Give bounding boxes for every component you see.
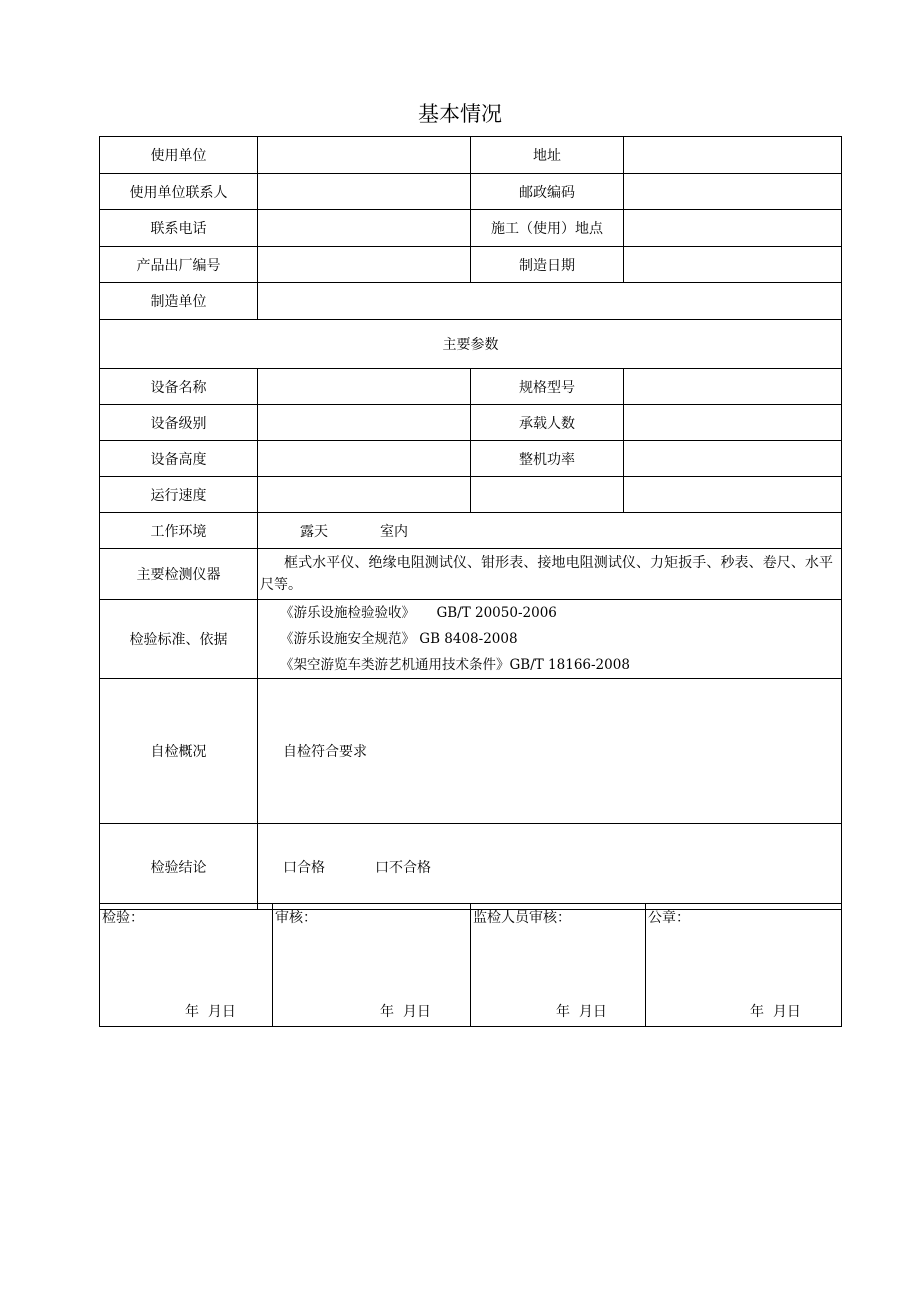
label-instruments: 主要检测仪器 [100, 549, 258, 600]
label-user-unit: 使用单位 [100, 137, 258, 174]
standard-item: 《游乐设施检验验收》 GB/T 20050-2006 [280, 605, 557, 621]
field-manufacturer[interactable] [258, 283, 842, 320]
field-address[interactable] [624, 137, 842, 174]
field-device-name[interactable] [258, 369, 471, 405]
signature-cell-supervisor[interactable] [471, 904, 646, 1027]
label-conclusion: 检验结论 [100, 824, 258, 910]
field-capacity[interactable] [624, 405, 842, 441]
label-power: 整机功率 [471, 441, 624, 477]
signature-label: 公章： [648, 910, 690, 926]
label-self-check: 自检概况 [100, 679, 258, 824]
signature-date: 年 月日 [185, 1004, 236, 1020]
field-site[interactable] [624, 210, 842, 247]
label-site: 施工（使用）地点 [471, 210, 624, 247]
section-title-params: 主要参数 [100, 320, 842, 369]
signature-table [99, 903, 842, 1027]
conclusion-options [258, 824, 842, 910]
signature-label: 审核： [275, 910, 317, 926]
label-standards: 检验标准、依据 [100, 600, 258, 679]
environment-indoor[interactable]: 室内 [380, 523, 408, 540]
field-manufacture-date[interactable] [624, 247, 842, 283]
signature-date: 年 月日 [380, 1004, 431, 1020]
inspection-form-table [99, 136, 842, 910]
signature-date: 年 月日 [750, 1004, 801, 1020]
standards-list [258, 600, 842, 679]
signature-cell-inspector[interactable] [100, 904, 273, 1027]
signature-cell-reviewer[interactable] [273, 904, 471, 1027]
environment-options [258, 513, 842, 549]
field-contact-person[interactable] [258, 174, 471, 210]
field-speed[interactable] [258, 477, 471, 513]
label-speed: 运行速度 [100, 477, 258, 513]
label-capacity: 承载人数 [471, 405, 624, 441]
label-device-name: 设备名称 [100, 369, 258, 405]
label-contact-person: 使用单位联系人 [100, 174, 258, 210]
field-device-level[interactable] [258, 405, 471, 441]
label-environment: 工作环境 [100, 513, 258, 549]
field-model[interactable] [624, 369, 842, 405]
section-title-basic: 基本情况 [418, 102, 502, 126]
self-check-value: 自检符合要求 [258, 679, 842, 824]
field-power[interactable] [624, 441, 842, 477]
signature-date: 年 月日 [556, 1004, 607, 1020]
field-extra-value[interactable] [624, 477, 842, 513]
label-phone: 联系电话 [100, 210, 258, 247]
field-postal-code[interactable] [624, 174, 842, 210]
field-device-height[interactable] [258, 441, 471, 477]
label-device-height: 设备高度 [100, 441, 258, 477]
environment-outdoor[interactable]: 露天 [300, 523, 328, 540]
label-model: 规格型号 [471, 369, 624, 405]
field-serial-no[interactable] [258, 247, 471, 283]
label-device-level: 设备级别 [100, 405, 258, 441]
field-extra-label[interactable] [471, 477, 624, 513]
label-address: 地址 [471, 137, 624, 174]
label-manufacturer: 制造单位 [100, 283, 258, 320]
label-manufacture-date: 制造日期 [471, 247, 624, 283]
field-user-unit[interactable] [258, 137, 471, 174]
standard-item: 《架空游览车类游艺机通用技术条件》GB/T 18166-2008 [280, 657, 630, 673]
field-phone[interactable] [258, 210, 471, 247]
conclusion-fail-checkbox[interactable]: 口不合格 [375, 859, 431, 876]
signature-cell-seal[interactable] [646, 904, 842, 1027]
label-serial-no: 产品出厂编号 [100, 247, 258, 283]
conclusion-pass-checkbox[interactable]: 口合格 [283, 859, 325, 876]
signature-label: 检验： [102, 910, 144, 926]
instruments-value: 框式水平仪、绝缘电阻测试仪、钳形表、接地电阻测试仪、力矩扳手、秒表、卷尺、水平尺等。 [258, 549, 842, 600]
signature-label: 监检人员审核： [473, 910, 571, 926]
label-postal-code: 邮政编码 [471, 174, 624, 210]
standard-item: 《游乐设施安全规范》 GB 8408-2008 [280, 631, 518, 647]
